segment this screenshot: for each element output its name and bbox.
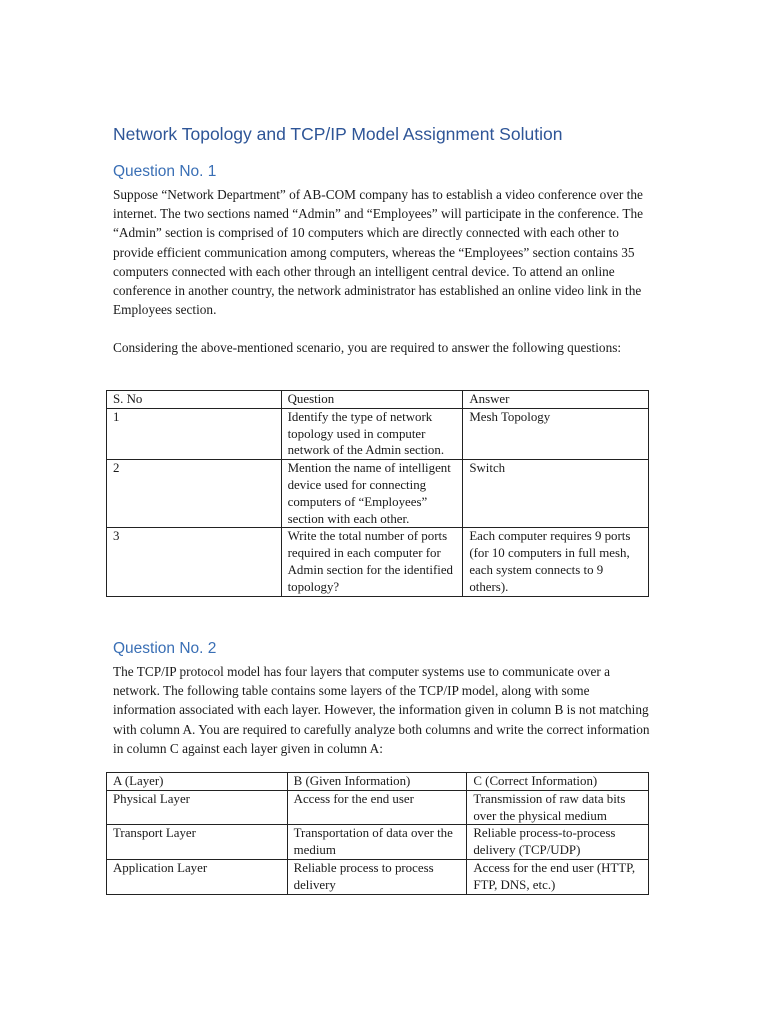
table-row [107,859,649,894]
table-cell: 1 [107,408,282,459]
table-cell: Transmission of raw data bits over the physical medium [467,790,649,825]
document-title: Network Topology and TCP/IP Model Assignment Solution [113,124,563,144]
table-header-cell: S. No [107,391,282,409]
table-row [107,528,649,596]
question-1-table [106,390,649,597]
table-header-row [107,773,649,791]
table-cell: Mention the name of intelligent device used for connecting computers of “Employees” section with each other. [281,460,463,528]
table-header-cell: Answer [463,391,649,409]
table-header-cell: A (Layer) [107,773,288,791]
question-2-heading: Question No. 2 [113,640,217,657]
table-cell: Transport Layer [107,825,288,860]
table-header-cell: B (Given Information) [287,773,467,791]
table-row [107,408,649,459]
table-cell: Physical Layer [107,790,288,825]
table-cell: Access for the end user [287,790,467,825]
table-cell: Mesh Topology [463,408,649,459]
table-header-row [107,391,649,409]
question-1-heading: Question No. 1 [113,163,217,180]
table-cell: Reliable process to process delivery [287,859,467,894]
table-row [107,825,649,860]
table-row [107,460,649,528]
table-cell: 2 [107,460,282,528]
table-cell: Transportation of data over the medium [287,825,467,860]
table-cell: Each computer requires 9 ports (for 10 computers in full mesh, each system connects to 9 others). [463,528,649,596]
table-cell: Access for the end user (HTTP, FTP, DNS, etc.) [467,859,649,894]
table-cell: Identify the type of network topology used in computer network of the Admin section. [281,408,463,459]
table-row [107,790,649,825]
question-1-prompt: Considering the above-mentioned scenario, you are required to answer the following questions: [113,340,622,355]
question-2-intro: The TCP/IP protocol model has four layers that computer systems use to communicate over a network. The following table contains some layers of the TCP/IP model, along with some information associated with each layer. However, the information given in column B is not matching with column A. You are required to carefully analyze both columns and write the correct information in column C against each layer given in column A: [113,664,650,756]
table-header-cell: C (Correct Information) [467,773,649,791]
table-cell: Reliable process-to-process delivery (TCP/UDP) [467,825,649,860]
table-cell: 3 [107,528,282,596]
table-cell: Switch [463,460,649,528]
table-header-cell: Question [281,391,463,409]
table-cell: Application Layer [107,859,288,894]
table-cell: Write the total number of ports required in each computer for Admin section for the identified topology? [281,528,463,596]
question-1-intro: Suppose “Network Department” of AB-COM company has to establish a video conference over the internet. The two sections named “Admin” and “Employees” will participate in the conference. The “Admin” section is comprised of 10 computers which are directly connected with each other to provide efficient communication among computers, whereas the “Employees” section contains 35 computers connected with each other through an intelligent central device. To attend an online conference in another country, the network administrator has established an online video link in the Employees section. [113,187,644,318]
question-2-table [106,772,649,895]
